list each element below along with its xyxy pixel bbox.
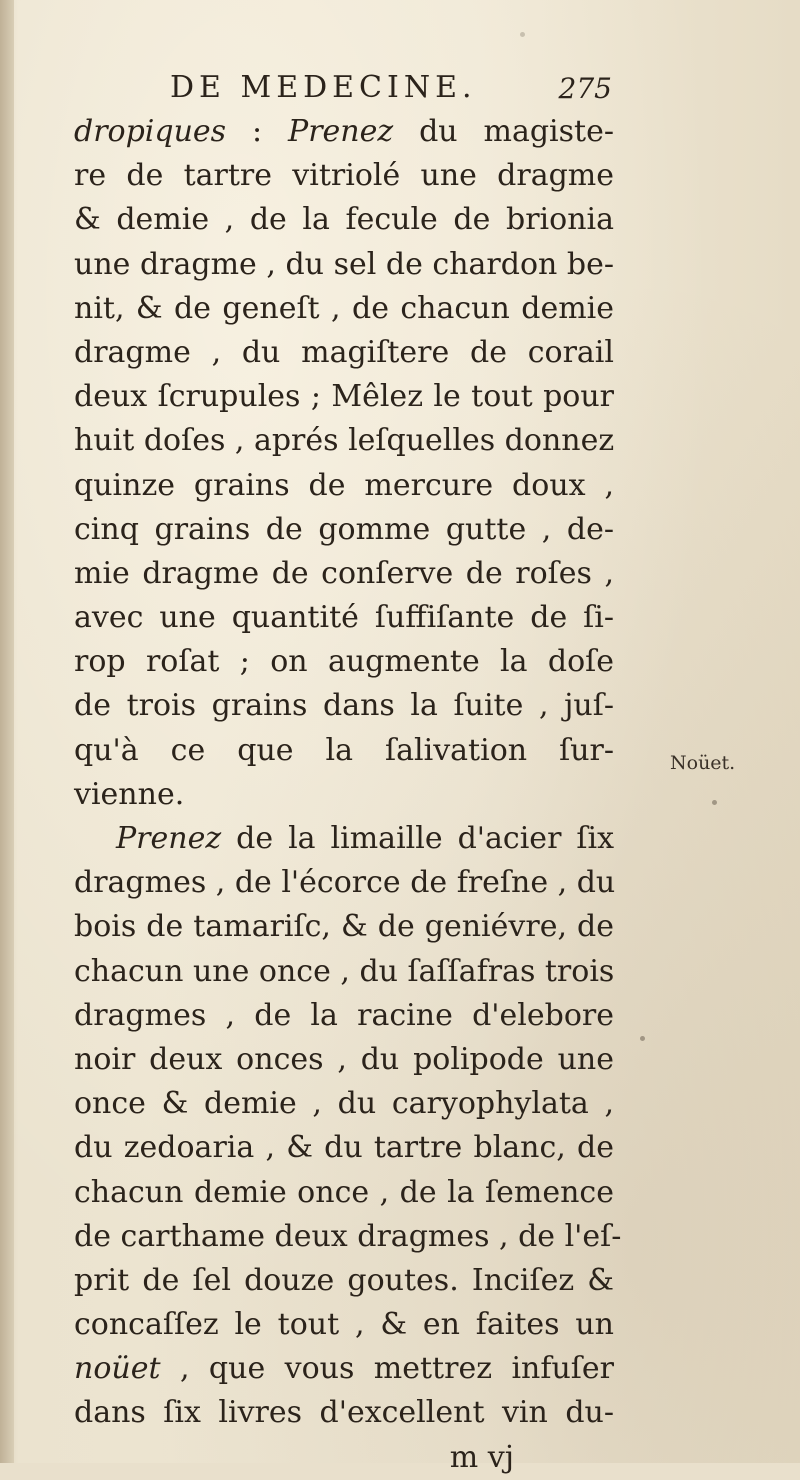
running-head — [170, 70, 610, 114]
text-line: dans ſix livres d'excellent vin du- — [74, 1395, 614, 1431]
text-line: noir deux onces , du polipode une — [74, 1041, 614, 1077]
text-segment: , que vous mettrez infuſer — [160, 1351, 614, 1387]
page-number: 275 — [558, 72, 612, 105]
text-line: quinze grains de mercure doux , — [74, 467, 614, 503]
paper-speck — [520, 32, 525, 37]
text-line: rop roſat ; on augmente la doſe — [74, 644, 614, 680]
text-line: concaſſez le tout , & en faites un — [74, 1307, 614, 1343]
text-line: & demie , de la fecule de brionia — [74, 202, 614, 238]
text-line: prit de ſel douze goutes. Inciſez & — [74, 1262, 614, 1298]
text-line: re de tartre vitriolé une dragme — [74, 158, 614, 194]
text-line: chacun une once , du ſaſſafras trois — [74, 953, 615, 989]
text-segment: de la limaille d'acier ſix — [221, 821, 614, 856]
text-segment: du magiste- — [393, 114, 614, 149]
text-line: de carthame deux dragmes , de l'eſ- — [74, 1218, 622, 1254]
body-text — [74, 110, 622, 1480]
text-line: une dragme , du sel de chardon be- — [74, 246, 614, 282]
text-line: cinq grains de gomme gutte , de- — [74, 511, 614, 547]
italic-word: Prenez — [288, 114, 394, 149]
italic-word: Prenez — [116, 821, 222, 856]
text-line: qu'à ce que la ſalivation ſur- — [74, 732, 614, 768]
text-line — [74, 1347, 614, 1391]
text-line: deux ſcrupules ; Mêlez le tout pour — [74, 379, 614, 415]
italic-word: dropiques — [74, 114, 227, 149]
text-line: avec une quantité ſuffiſante de ſi- — [74, 600, 614, 636]
text-line — [74, 110, 614, 154]
text-line: huit doſes , aprés leſquelles donnez — [74, 423, 615, 459]
text-line: vienne. — [74, 776, 185, 812]
text-line: dragme , du magiſtere de corail — [74, 334, 614, 370]
text-line: bois de tamariſc, & de geniévre, de — [74, 909, 614, 945]
paper-speck — [640, 1036, 645, 1041]
text-line: du zedoaria , & du tartre blanc, de — [74, 1130, 614, 1166]
text-segment: : — [226, 114, 289, 149]
text-line: de trois grains dans la ſuite , juſ- — [74, 688, 614, 724]
text-line: dragmes , de l'écorce de freſne , du — [74, 865, 616, 901]
margin-note: Noüet. — [670, 752, 736, 774]
text-line: once & demie , du caryophylata , — [74, 1086, 614, 1122]
text-line: chacun demie once , de la ſemence — [74, 1174, 614, 1210]
running-title: DE MEDECINE. — [170, 70, 477, 105]
catchword: m vj — [449, 1439, 514, 1475]
italic-word: noüet — [74, 1351, 161, 1387]
page-gutter-edge — [0, 0, 14, 1463]
text-line — [74, 817, 614, 861]
paper-speck — [712, 800, 717, 805]
text-line: dragmes , de la racine d'elebore — [74, 997, 614, 1033]
text-line: mie dragme de conſerve de roſes , — [74, 555, 614, 591]
text-line: nit, & de geneſt , de chacun demie — [74, 290, 614, 326]
